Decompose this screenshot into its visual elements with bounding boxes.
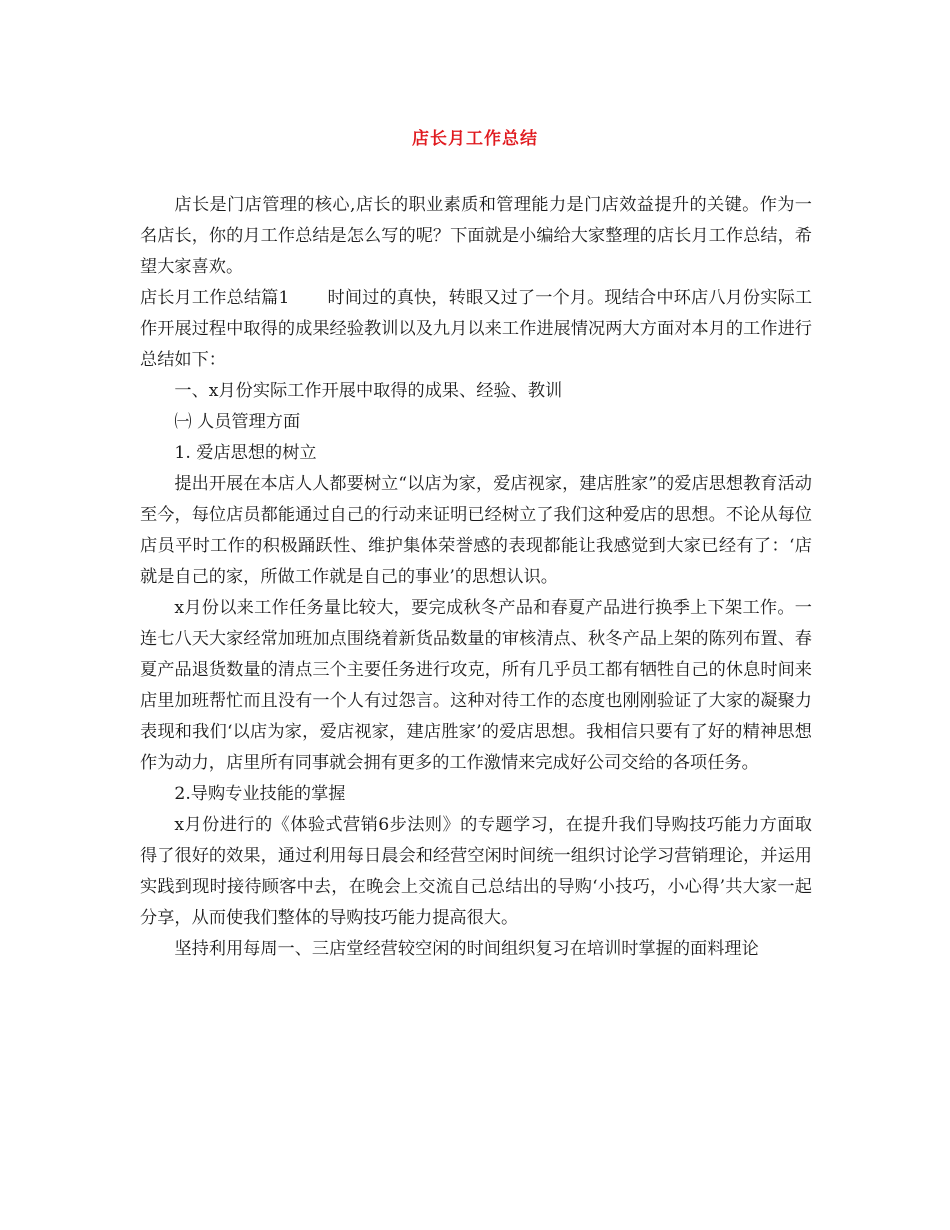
paragraph-3: x月份进行的《体验式营销6步法则》的专题学习，在提升我们导购技巧能力方面取得了很好的效果，通过利用每日晨会和经营空闲时间统一组织讨论学习营销理论，并运用实践到现时接待顾客中去，在晚会上交流自己总结出的导购‘小技巧，小心得’共大家一起分享，从而使我们整体的导购技巧能力提高很大。: [140, 815, 812, 928]
document-body: [140, 190, 812, 965]
heading-1: 一、x月份实际工作开展中取得的成果、经验、教训: [174, 381, 563, 401]
heading-1-1-1: 1. 爱店思想的树立: [174, 443, 317, 463]
paragraph-1: 提出开展在本店人人都要树立“以店为家，爱店视家，建店胜家”的爱店思想教育活动至今，每位店员都能通过自己的行动来证明已经树立了我们这种爱店的思想。不论从每位店员平时工作的积极踊跃性、维护集体荣誉感的表现都能让我感觉到大家已经有了：‘店就是自己的家，所做工作就是自己的事业’的思想认识。: [140, 474, 812, 587]
paragraph-4: 坚持利用每周一、三店堂经营较空闲的时间组织复习在培训时掌握的面料理论: [174, 939, 759, 959]
paragraph-2: x月份以来工作任务量比较大，要完成秋冬产品和春夏产品进行换季上下架工作。一连七八天大家经常加班加点围绕着新货品数量的审核清点、秋冬产品上架的陈列布置、春夏产品退货数量的清点三个主要任务进行攻克，所有几乎员工都有牺牲自己的休息时间来店里加班帮忙而且没有一个人有过怨言。这种对待工作的态度也刚刚验证了大家的凝聚力表现和我们‘以店为家，爱店视家，建店胜家’的爱店思想。我相信只要有了好的精神思想作为动力，店里所有同事就会拥有更多的工作激情来完成好公司交给的各项任务。: [140, 598, 812, 773]
intro-paragraph: 店长是门店管理的核心,店长的职业素质和管理能力是门店效益提升的关键。作为一名店长，你的月工作总结是怎么写的呢？下面就是小编给大家整理的店长月工作总结，希望大家喜欢。: [140, 195, 812, 277]
document-title: 店长月工作总结: [412, 129, 538, 149]
section-text: 时间过的真快，转眼又过了一个月。现结合中环店八月份实际工作开展过程中取得的成果经验教训以及九月以来工作进展情况两大方面对本月的工作进行总结如下：: [140, 288, 813, 370]
heading-1-1-2: 2.导购专业技能的掌握: [174, 784, 346, 804]
section-label: 店长月工作总结篇1: [140, 288, 290, 308]
section-paragraph: [140, 283, 812, 376]
heading-1-1: ㈠ 人员管理方面: [174, 412, 301, 432]
